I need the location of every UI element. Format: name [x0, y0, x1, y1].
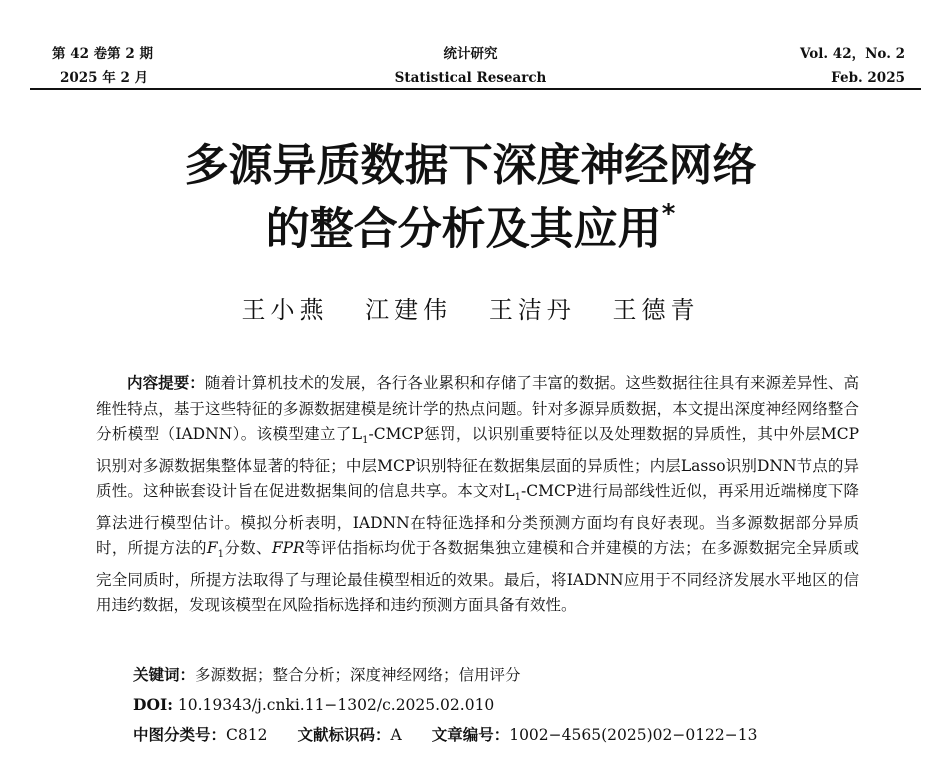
header-right	[800, 42, 905, 90]
abstract-fpr: FPR	[271, 539, 305, 558]
author-2: 江建伟	[365, 296, 453, 324]
date-en: Feb. 2025	[831, 70, 905, 86]
abstract-sub-2: 1	[514, 492, 522, 504]
classification	[133, 723, 758, 748]
abstract-text-5: 等评估指标均优于各数据集独立建模和合并建模的方法；在多源数据完全异质或完全同质时，所提方法取得了与理论最佳模型相近的效果。最后，将IADNN应用于不同经济发展水平地区的信用违约数据，发现该模型在风险指标选择和违约预测方面具备有效性。	[96, 539, 859, 615]
clc-label: 中图分类号：	[133, 726, 227, 744]
abstract-text-1: 随着计算机技术的发展，各行各业累积和存储了丰富的数据。这些数据往往具有来源差异性、高维性特点，基于这些特征的多源数据建模是统计学的热点问题。针对多源异质数据，本文提出深度神经网络整合分析模型（IADNN）。该模型建立了L	[96, 374, 859, 443]
abstract-text-2: -CMCP惩罚，以识别重要特征以及处理数据的异质性，其中外层MCP识别对多源数据集整体显著的特征；中层MCP识别特征在数据集层面的异质性；内层Lasso识别DNN节点的异质性。这种嵌套设计旨在促进数据集间的信息共享。本文对L	[96, 425, 859, 501]
title-footnote-marker: *	[661, 199, 676, 229]
author-1: 王小燕	[241, 296, 329, 324]
keywords-label: 关键词：	[133, 666, 196, 684]
abstract-sub-3: 1	[217, 549, 224, 561]
doi-value: 10.19343/j.cnki.11−1302/c.2025.02.010	[172, 696, 495, 714]
journal-cn: 统计研究	[443, 46, 498, 62]
article-number-value: 1002−4565(2025)02−0122−13	[509, 726, 758, 744]
author-3: 王洁丹	[488, 296, 576, 324]
doc-code-label: 文献标识码：	[297, 726, 391, 744]
doi	[133, 692, 494, 718]
volume-issue: 第 42 卷第 2 期	[52, 46, 153, 62]
abstract	[96, 371, 859, 619]
abstract-sub-1: 1	[362, 435, 369, 447]
article-number-label: 文章编号：	[431, 726, 510, 744]
abstract-text-3: -CMCP进行局部线性近似，再采用近端梯度下降算法进行模型估计。模拟分析表明，IADNN在特征选择和分类预测方面均有良好表现。当多源数据部分异质时，所提方法的	[96, 482, 859, 558]
abstract-f1: F	[206, 539, 218, 558]
volume-en: Vol. 42，No. 2	[800, 46, 905, 62]
doi-label: DOI:	[133, 695, 173, 714]
journal-en: Statistical Research	[394, 70, 547, 86]
keywords	[133, 663, 521, 688]
date-cn: 2025 年 2 月	[60, 70, 149, 86]
paper-title	[0, 138, 941, 257]
abstract-label: 内容提要：	[127, 374, 205, 392]
keywords-value: 多源数据；整合分析；深度神经网络；信用评分	[195, 666, 521, 684]
clc-value: C812	[226, 726, 268, 744]
abstract-text-4: 分数、	[224, 539, 272, 558]
doc-code-value: A	[390, 726, 402, 744]
title-line-1: 多源异质数据下深度神经网络	[184, 140, 757, 191]
title-line-2-text: 的整合分析及其应用	[265, 203, 662, 255]
header-divider	[30, 88, 921, 90]
author-list	[0, 290, 941, 325]
title-line-2	[0, 193, 941, 257]
author-4: 王德青	[612, 296, 700, 324]
